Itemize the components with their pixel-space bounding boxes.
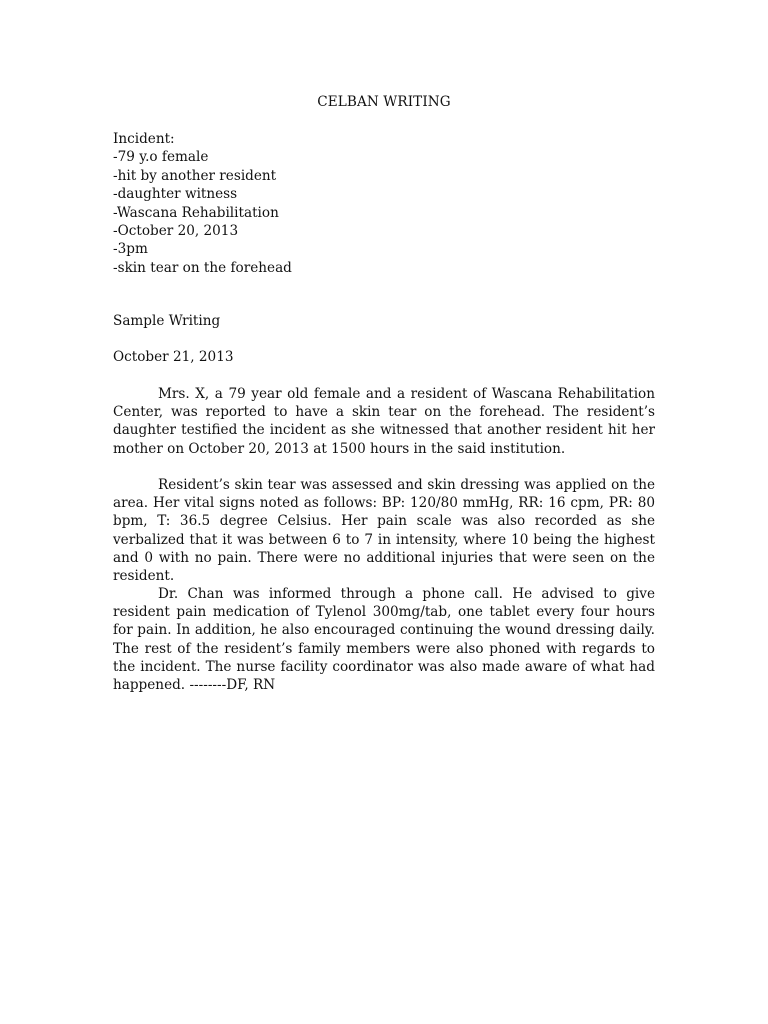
- incident-item: -Wascana Rehabilitation: [113, 204, 279, 221]
- sample-writing-heading: Sample Writing: [113, 313, 221, 329]
- incident-block: [113, 130, 653, 277]
- incident-item: -3pm: [113, 241, 148, 258]
- document-title: CELBAN WRITING: [317, 94, 451, 110]
- incident-item: -October 20, 2013: [113, 223, 239, 240]
- incident-item: -skin tear on the forehead: [113, 259, 292, 276]
- incident-item: -hit by another resident: [113, 167, 277, 184]
- paragraph-assessment: Resident’s skin tear was assessed and skin dressing was applied on the area. Her vital signs noted as follows: BP: 120/80 mmHg, RR: 16 cpm, PR: 80 bpm, T: 36.5 degree Celsius. Her pain scale was also recorded as she verbalized that it was between 6 to 7 in intensity, where 10 being the highest and 0 with no pain. There were no additional injuries that were seen on the resident.: [113, 477, 655, 585]
- incident-heading: Incident:: [113, 131, 175, 147]
- report-date: October 21, 2013: [113, 349, 234, 365]
- paragraph-incident-description: Mrs. X, a 79 year old female and a resident of Wascana Rehabilitation Center, was reported to have a skin tear on the forehead. The resident’s daughter testified the incident as she witnessed that another resident hit her mother on October 20, 2013 at 1500 hours in the said institution.: [113, 386, 655, 457]
- incident-item: -79 y.o female: [113, 149, 209, 166]
- incident-item: -daughter witness: [113, 186, 238, 203]
- paragraph-follow-up: Dr. Chan was informed through a phone call. He advised to give resident pain medication of Tylenol 300mg/tab, one tablet every four hours for pain. In addition, he also encouraged continuing the wound dressing daily. The rest of the resident’s family members were also phoned with regards to the incident. The nurse facility coordinator was also made aware of what had happened. --------DF, RN: [113, 586, 655, 694]
